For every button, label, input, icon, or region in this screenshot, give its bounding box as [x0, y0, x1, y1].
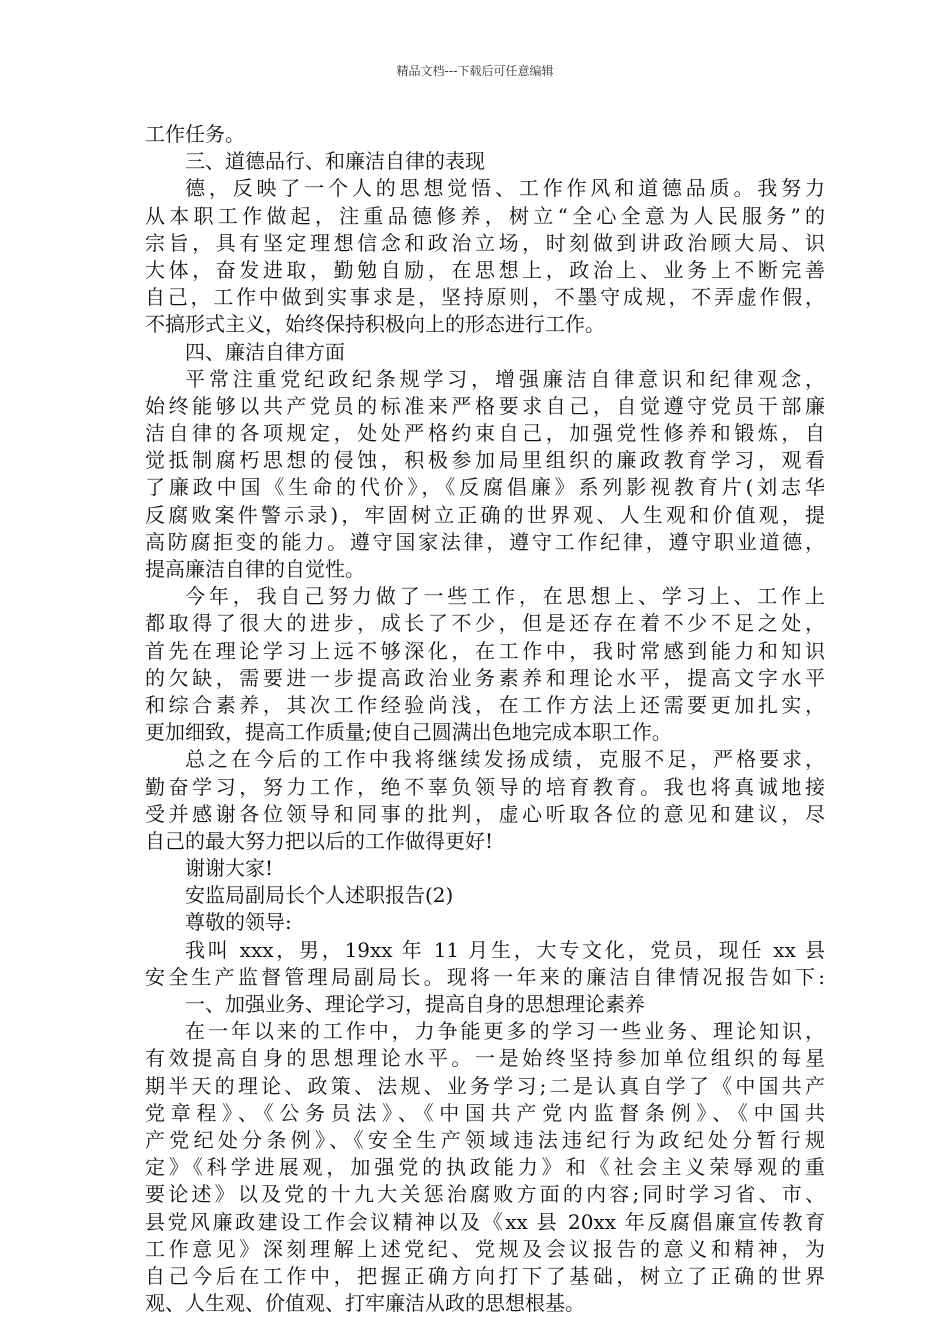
text-line: 的欠缺，需要进一步提高政治业务素养和理论水平，提高文字水平: [145, 665, 825, 690]
text-line: 反腐败案件警示录)，牢固树立正确的世界观、人生观和价值观，提: [145, 502, 825, 527]
text-line: 大体，奋发进取，勤勉自励，在思想上，政治上、业务上不断完善: [145, 257, 825, 282]
text-line: 工作意见》深刻理解上述党纪、党规及会议报告的意义和精神，为: [145, 1236, 825, 1261]
text-line: 宗旨，具有坚定理想信念和政治立场，时刻做到讲政治顾大局、识: [145, 230, 825, 255]
text-line: 四、廉洁自律方面: [185, 339, 345, 364]
text-line: 期半天的理论、政策、法规、业务学习;二是认真自学了《中国共产: [145, 1073, 825, 1098]
document-body: [145, 121, 825, 1317]
text-line: 从本职工作做起，注重品德修养，树立“全心全意为人民服务”的: [145, 203, 825, 228]
text-line: 和综合素养，其次工作经验尚浅，在工作方法上还需要更加扎实，: [145, 692, 825, 717]
text-line: 定》《科学进展观，加强党的执政能力》和《社会主义荣辱观的重: [145, 1155, 825, 1180]
text-line: 在一年以来的工作中，力争能更多的学习一些业务、理论知识，: [185, 1019, 825, 1044]
text-line: 自己，工作中做到实事求是，坚持原则，不墨守成规，不弄虚作假，: [145, 285, 825, 310]
text-line: 一、加强业务、理论学习，提高自身的思想理论素养: [185, 992, 645, 1016]
text-line: 谢谢大家!: [185, 856, 274, 881]
text-line: 平常注重党纪政纪条规学习，增强廉洁自律意识和纪律观念，: [185, 366, 825, 391]
text-line: 高防腐拒变的能力。遵守国家法律，遵守工作纪律，遵守职业道德，: [145, 529, 825, 554]
text-line: 三、道德品行、和廉洁自律的表现: [185, 149, 485, 174]
text-line: 产党纪处分条例》、《安全生产领域违法违纪行为政纪处分暂行规: [145, 1127, 825, 1152]
text-line: 工作任务。: [145, 122, 245, 146]
text-line: 有效提高自身的思想理论水平。一是始终坚持参加单位组织的每星: [145, 1046, 825, 1071]
text-line: 总之在今后的工作中我将继续发扬成绩，克服不足，严格要求，: [185, 747, 825, 772]
text-line: 党章程》、《公务员法》、《中国共产党内监督条例》、《中国共: [145, 1100, 825, 1125]
page-header: 精品文档---下载后可任意编辑: [396, 64, 554, 78]
text-line: 始终能够以共产党员的标准来严格要求自己，自觉遵守党员干部廉: [145, 393, 825, 418]
text-line: 觉抵制腐朽思想的侵蚀，积极参加局里组织的廉政教育学习，观看: [145, 448, 825, 473]
text-line: 德，反映了一个人的思想觉悟、工作作风和道德品质。我努力: [185, 176, 825, 201]
text-line: 更加细致，提高工作质量;使自己圆满出色地完成本职工作。: [145, 720, 672, 745]
text-line: 安监局副局长个人述职报告(2): [185, 883, 454, 908]
text-line: 尊敬的领导:: [185, 910, 292, 935]
text-line: 我叫 xxx，男，19xx 年 11 月生，大专文化，党员，现任 xx 县: [185, 937, 825, 962]
text-line: 自己的最大努力把以后的工作做得更好!: [145, 828, 494, 853]
text-line: 县党风廉政建设工作会议精神以及《xx 县 20xx 年反腐倡廉宣传教育: [145, 1209, 825, 1234]
text-line: 都取得了很大的进步，成长了不少，但是还存在着不少不足之处，: [145, 611, 825, 636]
text-line: 安全生产监督管理局副局长。现将一年来的廉洁自律情况报告如下:: [145, 964, 825, 989]
text-line: 不搞形式主义，始终保持积极向上的形态进行工作。: [145, 312, 605, 337]
text-line: 了廉政中国《生命的代价》，《反腐倡廉》系列影视教育片(刘志华: [145, 475, 825, 500]
text-line: 受并感谢各位领导和同事的批判，虚心听取各位的意见和建议，尽: [145, 801, 825, 826]
text-line: 提高廉洁自律的自觉性。: [145, 557, 365, 581]
text-line: 首先在理论学习上远不够深化，在工作中，我时常感到能力和知识: [145, 638, 825, 663]
text-line: 自己今后在工作中，把握正确方向打下了基础，树立了正确的世界: [145, 1263, 825, 1288]
text-line: 今年，我自己努力做了一些工作，在思想上、学习上、工作上: [185, 584, 825, 609]
text-line: 勤奋学习，努力工作，绝不辜负领导的培育教育。我也将真诚地接: [145, 774, 825, 799]
text-line: 洁自律的各项规定，处处严格约束自己，加强党性修养和锻炼，自: [145, 421, 825, 446]
text-line: 观、人生观、价值观、打牢廉洁从政的思想根基。: [145, 1291, 585, 1316]
text-line: 要论述》以及党的十九大关惩治腐败方面的内容;同时学习省、市、: [145, 1182, 825, 1207]
